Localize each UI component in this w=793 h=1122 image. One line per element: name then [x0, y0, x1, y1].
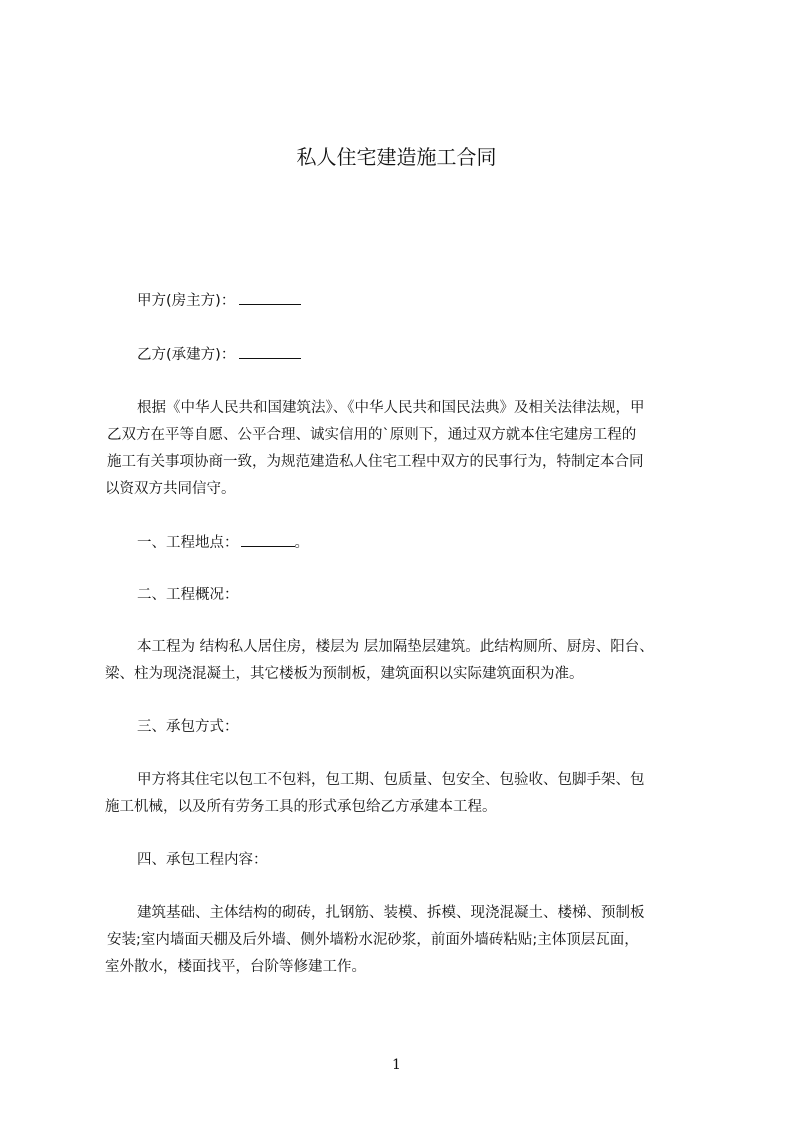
section-2-text: 本工程为 结构私人居住房，楼层为 层加隔垫层建筑。此结构厕所、厨房、阳台、 [137, 639, 654, 655]
section-4-text: 安装;室内墙面天棚及后外墙、侧外墙粉水泥砂浆，前面外墙砖粘贴;主体顶层瓦面， [107, 932, 639, 948]
page-number: 1 [392, 1057, 401, 1073]
party-b-line [137, 344, 301, 365]
preamble-line: 以资双方共同信守。 [105, 481, 236, 497]
section-4-text: 建筑基础、主体结构的砌砖，扎钢筋、装模、拆模、现浇混凝土、楼梯、预制板 [137, 905, 645, 921]
party-b-blank [239, 344, 301, 359]
section-1-heading: 一、工程地点： [137, 535, 239, 551]
location-blank [241, 532, 295, 547]
section-1-line [137, 532, 309, 553]
section-1-suffix: 。 [294, 535, 309, 551]
section-2-heading: 二、工程概况： [137, 587, 239, 603]
preamble-line: 施工有关事项协商一致，为规范建造私人住宅工程中双方的民事行为，特制定本合同 [107, 454, 644, 470]
party-a-line [137, 290, 301, 311]
party-b-label: 乙方(承建方)： [137, 347, 236, 363]
party-a-label: 甲方(房主方)： [137, 293, 236, 309]
section-3-text: 甲方将其住宅以包工不包料，包工期、包质量、包安全、包验收、包脚手架、包 [137, 772, 645, 788]
preamble-line: 根据《中华人民共和国建筑法》、《中华人民共和国民法典》及相关法律法规，甲 [137, 400, 645, 416]
section-3-heading: 三、承包方式： [137, 719, 239, 735]
section-4-text: 室外散水，楼面找平，台阶等修建工作。 [105, 959, 366, 975]
party-a-blank [239, 290, 301, 305]
section-4-heading: 四、承包工程内容： [137, 852, 268, 868]
document-title: 私人住宅建造施工合同 [296, 145, 497, 169]
preamble-line: 乙双方在平等自愿、公平合理、诚实信用的`原则下，通过双方就本住宅建房工程的 [107, 427, 637, 443]
section-3-text: 施工机械，以及所有劳务工具的形式承包给乙方承建本工程。 [105, 799, 497, 815]
section-2-text: 梁、柱为现浇混凝土，其它楼板为预制板，建筑面积以实际建筑面积为准。 [105, 666, 584, 682]
